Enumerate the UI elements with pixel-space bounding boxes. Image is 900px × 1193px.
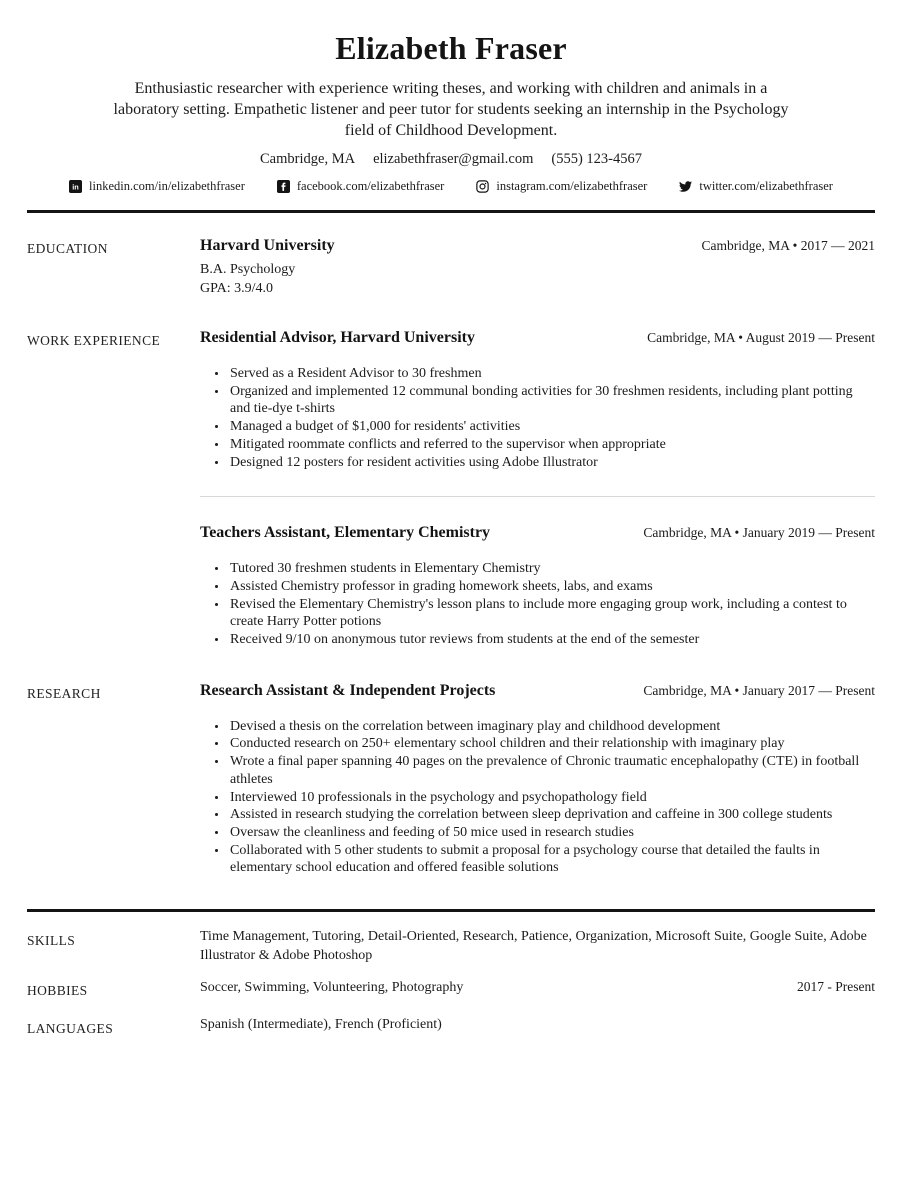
twitter-icon [679, 180, 692, 193]
section-label-languages: LANGUAGES [27, 1021, 114, 1037]
bullet-item: • Assisted in research studying the correlation between sleep deprivation and caffeine in 300 college students [228, 806, 875, 824]
work-entry-title: Residential Advisor, Harvard University [200, 329, 475, 346]
social-twitter [679, 178, 833, 195]
social-row [27, 178, 875, 195]
contact-phone: (555) 123-4567 [551, 151, 642, 167]
languages-text: Spanish (Intermediate), French (Proficient) [200, 1017, 442, 1033]
bullet-item: • Oversaw the cleanliness and feeding of 50 mice used in research studies [228, 824, 875, 842]
bullet-item: • Devised a thesis on the correlation between imaginary play and childhood development [228, 718, 875, 736]
svg-text:in: in [72, 182, 79, 192]
section-label-research: RESEARCH [27, 685, 101, 701]
contact-row [27, 150, 875, 169]
contact-email: elizabethfraser@gmail.com [373, 151, 534, 167]
instagram-icon [476, 180, 489, 193]
section-languages [27, 1016, 875, 1039]
bullet-item: • Assisted Chemistry professor in grading homework sheets, labs, and exams [228, 578, 875, 596]
section-label-work-experience: WORK EXPERIENCE [27, 333, 161, 348]
section-label-hobbies: HOBBIES [27, 983, 88, 999]
education-location-dates: Cambridge, MA • 2017 — 2021 [701, 238, 875, 253]
research-entry-location-dates: Cambridge, MA • January 2017 — Present [643, 682, 875, 698]
research-entry [200, 681, 875, 877]
section-label-education: EDUCATION [27, 241, 108, 256]
resume-header [27, 28, 875, 195]
bullet-item: • Interviewed 10 professionals in the psychology and psychopathology field [228, 789, 875, 807]
bullet-item: • Mitigated roommate conflicts and referred to the supervisor when appropriate [228, 436, 875, 454]
education-degree: B.A. Psychology [200, 262, 296, 277]
resume-page [0, 28, 900, 1039]
work-entry-location-dates: Cambridge, MA • January 2019 — Present [643, 525, 875, 541]
social-facebook-label: facebook.com/elizabethfraser [296, 179, 445, 193]
contact-location: Cambridge, MA [260, 151, 356, 167]
social-linkedin-label: linkedin.com/in/elizabethfraser [89, 179, 245, 193]
bullet-item: • Conducted research on 250+ elementary school children and their relationship with imaginary play [228, 735, 875, 753]
section-work-experience [27, 328, 875, 649]
research-entry-bullets [200, 718, 875, 877]
work-entry [200, 523, 875, 649]
work-entry-bullets [200, 365, 875, 471]
bullet-item: • Designed 12 posters for resident activities using Adobe Illustrator [228, 454, 875, 472]
work-entry [200, 328, 875, 471]
bullet-item: • Received 9/10 on anonymous tutor reviews from students at the end of the semester [228, 631, 875, 649]
section-hobbies [27, 978, 875, 1001]
header-rule [27, 210, 875, 213]
work-entry-bullets [200, 560, 875, 649]
section-education [27, 236, 875, 298]
entry-divider [200, 496, 875, 497]
bullet-item: • Managed a budget of $1,000 for residents' activities [228, 418, 875, 436]
social-instagram-label: instagram.com/elizabethfraser [496, 179, 648, 193]
bullet-item: • Served as a Resident Advisor to 30 freshmen [228, 365, 875, 383]
section-research [27, 681, 875, 877]
social-linkedin [69, 178, 245, 195]
education-school: Harvard University [200, 237, 335, 254]
hobbies-dates: 2017 - Present [797, 979, 875, 995]
page-title: Elizabeth Fraser [335, 30, 567, 66]
linkedin-icon [69, 180, 82, 193]
bullet-item: • Revised the Elementary Chemistry's lesson plans to include more engaging group work, including a contest to create Harry Potter potions [228, 596, 875, 631]
bullet-item: • Collaborated with 5 other students to submit a proposal for a psychology course that detailed the faults in elementary school education and offered feasible solutions [228, 842, 875, 877]
hobbies-text: Soccer, Swimming, Volunteering, Photography [200, 980, 464, 996]
social-twitter-label: twitter.com/elizabethfraser [699, 179, 833, 193]
section-label-skills: SKILLS [27, 933, 76, 949]
summary-text: Enthusiastic researcher with experience writing theses, and working with children and animals in a laboratory setting. Empathetic listener and peer tutor for students seeking an internship in the Psychology field of Childhood Development. [113, 80, 789, 139]
footer-rule [27, 909, 875, 912]
bullet-item: • Wrote a final paper spanning 40 pages on the prevalence of Chronic traumatic encephalopathy (CTE) in football athletes [228, 753, 875, 788]
education-gpa: GPA: 3.9/4.0 [200, 280, 274, 296]
work-entry-title: Teachers Assistant, Elementary Chemistry [200, 524, 491, 542]
research-entry-title: Research Assistant & Independent Projects [200, 681, 496, 699]
social-instagram [476, 178, 647, 195]
social-facebook [277, 178, 445, 195]
skills-text: Time Management, Tutoring, Detail-Oriented, Research, Patience, Organization, Microsoft Suite, Google Suite, Adobe Illustrator & Adobe Photoshop [200, 929, 867, 963]
facebook-icon [277, 180, 290, 193]
bullet-item: • Tutored 30 freshmen students in Elementary Chemistry [228, 560, 875, 578]
section-skills [27, 928, 875, 965]
bullet-item: • Organized and implemented 12 communal bonding activities for 30 freshmen residents, including plant potting and tie-dye t-shirts [228, 383, 875, 418]
work-entry-location-dates: Cambridge, MA • August 2019 — Present [647, 330, 875, 345]
